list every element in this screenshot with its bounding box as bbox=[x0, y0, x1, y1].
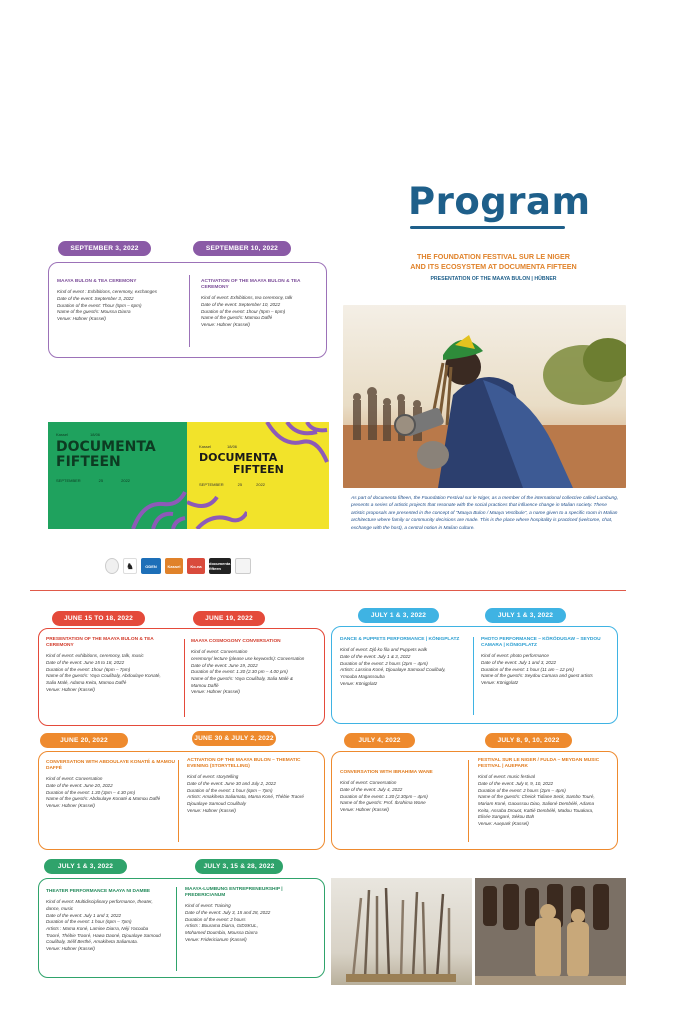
event-title: PRESENTATION OF THE MAAYA BULON & TEA CEREMONY bbox=[46, 637, 154, 649]
event-line: Kind of event : Exhibitions, ceremony, exchanges bbox=[57, 289, 158, 295]
event-line: Date of the event: July 1 and 3, 2022 bbox=[46, 912, 122, 918]
installation-photo-poles bbox=[331, 878, 472, 985]
event-line: Duration of the event: 1.30 (2.30pm – 4pm) bbox=[340, 793, 428, 799]
date-pill-july-4: JULY 4, 2022 bbox=[344, 733, 415, 748]
eagle-logo-icon: ♞ bbox=[123, 558, 137, 574]
event-maaya-bulon-tea-ceremony bbox=[57, 279, 185, 323]
event-line: Mohamed Doumbia, Moussa Diarra bbox=[185, 930, 258, 936]
banner-left-title: DOCUMENTA FIFTEEN bbox=[56, 439, 156, 470]
banner-yellow-panel bbox=[187, 422, 329, 529]
event-line: Venue: Königplatz bbox=[481, 680, 519, 686]
box-divider bbox=[189, 275, 190, 347]
event-title: CONVERSATION WITH ABDOULAYE KONATÉ & MAMOU DAFFÉ bbox=[46, 760, 175, 772]
event-activation-tea-ceremony bbox=[201, 279, 323, 329]
event-line: Name of the guest/s: Moussa Diarra bbox=[57, 309, 131, 315]
box-divider bbox=[468, 760, 469, 842]
event-title: CONVERSATION WITH IBRAHIMA WANE bbox=[340, 770, 433, 775]
banner-small-text: SEPTEMBER bbox=[199, 482, 224, 487]
banner-green-panel bbox=[48, 422, 187, 529]
date-pill-june-19: JUNE 19, 2022 bbox=[193, 611, 265, 626]
event-line: Kind of event: storytelling bbox=[187, 774, 239, 780]
event-title: THEATER PERFORMANCE MAAYA NI DAMBE bbox=[46, 889, 151, 894]
banner-right-title-line: DOCUMENTA bbox=[199, 451, 278, 464]
banner-small-text: 25 bbox=[98, 478, 104, 483]
event-line: Duration of the event: 1hour (5pm – 6pm) bbox=[201, 308, 286, 314]
event-box-july-4 bbox=[331, 751, 618, 850]
subtitle-line-1: THE FOUNDATION FESTIVAL SUR LE NIGER bbox=[417, 252, 570, 261]
event-line: Traoré, Thébie Traoré, Hawa Daoné, Djoualaye Samoud bbox=[46, 932, 161, 938]
box-divider bbox=[184, 639, 185, 717]
event-line: Artists: Amakiheta Saliamata, Mama Koné, Thébie Traoré bbox=[187, 794, 304, 800]
event-box-june bbox=[38, 628, 325, 726]
event-line: Date of the event: July 1 and 3, 2022 bbox=[481, 660, 557, 666]
event-line: Name of the guest/s: Yaya Coulibaly, Salia Malé & bbox=[191, 675, 293, 681]
event-line: Kind of event: Conversation bbox=[191, 649, 248, 655]
subtitle-line-2: AND ITS ECOSYSTEM AT DOCUMENTA FIFTEEN bbox=[410, 261, 577, 271]
event-festival-fulda bbox=[478, 758, 614, 828]
event-line: Coulibaly, Sélif Berthé, Amakiheta Saliamata. bbox=[46, 939, 138, 945]
date-pill-june-30-july-2: JUNE 30 & JULY 2, 2022 bbox=[192, 731, 276, 746]
event-line: Duration of the event: 2 hours (2pm – 4pm) bbox=[340, 660, 428, 666]
performer-photo-illustration bbox=[343, 305, 626, 488]
exhibition-photo-masks bbox=[475, 878, 626, 985]
banner-purple-hand-icon bbox=[123, 482, 187, 529]
event-line: Duration of the event: 1 hour (11 am – 12 pm) bbox=[481, 666, 574, 672]
poles-illustration bbox=[331, 878, 472, 985]
date-pill-july-3-15-28: JULY 3, 15 & 28, 2022 bbox=[195, 859, 283, 874]
box-divider bbox=[473, 637, 474, 715]
date-pill-june-20: JUNE 20, 2022 bbox=[40, 733, 128, 748]
logo-small-icon bbox=[235, 558, 251, 574]
banner-right-title-line: FIFTEEN bbox=[233, 463, 284, 477]
event-title: MAAYA-LUMBUNG ENTREPRENEURSHIP | FREDERICIANUM bbox=[185, 887, 283, 899]
event-line: Date of the event: June 19, 2022 bbox=[191, 662, 258, 668]
documenta-banner bbox=[48, 422, 329, 529]
event-line: Kind of event: exhibitions, ceremony, talk, music bbox=[46, 653, 144, 659]
event-line: Date of the event: July 4, 2022 bbox=[340, 786, 403, 792]
event-conversation-wane bbox=[340, 770, 466, 814]
event-box-july-theater bbox=[38, 878, 325, 978]
event-line: Venue: Hübner (Kassel) bbox=[46, 686, 95, 692]
event-line: Duration of the event: 1.30 (2.30 pm – 4.00 pm) bbox=[191, 669, 288, 675]
event-line: Venue: Hübner (Kassel) bbox=[46, 945, 95, 951]
event-line: Name of the guest/s: Mamou Daffé bbox=[201, 315, 273, 321]
event-line: Venue: Königplatz bbox=[340, 680, 378, 686]
event-line: Duration of the event: 2 hours (2pm – 4pm) bbox=[478, 787, 566, 793]
banner-right-title bbox=[199, 452, 284, 476]
subtitle bbox=[386, 252, 601, 271]
event-line: Date of the event: July 3, 15 and 28, 2022 bbox=[185, 910, 271, 916]
title-underline bbox=[410, 226, 565, 229]
partner-logos bbox=[105, 556, 255, 576]
event-entrepreneurship bbox=[185, 887, 319, 943]
event-theater-maaya-ni-dambe bbox=[46, 889, 174, 952]
section-separator bbox=[30, 590, 626, 591]
banner-small-text: 2022 bbox=[256, 482, 266, 487]
event-line: Venue: Auepark (Kassel) bbox=[478, 821, 529, 827]
banner-small-text: SEPTEMBER bbox=[56, 478, 81, 483]
box-divider bbox=[176, 887, 177, 971]
event-line: Name of the guest/s: Seydou Camara and guest artists bbox=[481, 673, 593, 679]
banner-small-text: Kassel bbox=[56, 432, 69, 437]
event-line: Duration of the event: 1.30 (3pm – 4.30 pm) bbox=[46, 789, 136, 795]
event-line: Kind of event: Conversation bbox=[46, 776, 103, 782]
event-line: Venue: Hübner (Kassel) bbox=[340, 806, 389, 812]
event-line: Venue: Hübner (Kassel) bbox=[191, 689, 240, 695]
box-divider bbox=[178, 760, 179, 842]
event-line: Date of the event: September 10, 2022 bbox=[201, 302, 281, 308]
date-pill-june-15-18: JUNE 15 TO 18, 2022 bbox=[52, 611, 145, 626]
hero-photo bbox=[343, 305, 626, 488]
event-line: Date of the event: June 30 and July 2, 2022 bbox=[187, 781, 276, 787]
logo-documenta: documenta fifteen bbox=[209, 558, 231, 574]
event-line: Kind of event: Exhibitions, tea ceremony, talk bbox=[201, 295, 293, 301]
event-line: Venue: Hübner (Kassel) bbox=[57, 315, 106, 321]
date-pill-july-8-9-10: JULY 8, 9, 10, 2022 bbox=[485, 733, 572, 748]
event-line: Duration of the event: 1hour (6pm – 7pm) bbox=[46, 666, 131, 672]
event-line: Artists : Mama Koné, Lamine Diarra, Néji Yacouba bbox=[46, 925, 149, 931]
event-line: Duration of the event: 2 hours bbox=[185, 916, 246, 922]
banner-small-text: 25 bbox=[237, 482, 243, 487]
event-line: Kind of event: Multidisciplinary performance, theater, bbox=[46, 899, 153, 905]
logo-oden: ODEN bbox=[141, 558, 161, 574]
event-box-july-1-3 bbox=[331, 626, 618, 724]
event-line: Date of the event: September 3, 2022 bbox=[57, 295, 134, 301]
event-line: Elisée Sangaré, Sékou Bah bbox=[478, 814, 535, 820]
event-line: Venue: Hübner (Kassel) bbox=[46, 803, 95, 809]
event-line: Name of the guest/s: Cheick Tidiane Seck, Sambo Touré, bbox=[478, 794, 595, 800]
event-title: ACTIVATION OF THE MAAYA BULON – THEMATIC EVENING (STORYTELLING) bbox=[187, 758, 301, 770]
date-pill-september-3: SEPTEMBER 3, 2022 bbox=[58, 241, 151, 256]
event-line: Name of the guest/s: Abdoulaye Konaté & Mamou Daffé bbox=[46, 796, 161, 802]
banner-small-text: 2022 bbox=[121, 478, 131, 483]
banner-small-text: 18/06 bbox=[90, 432, 101, 437]
event-line: Salia Malé, Adama Keita, Mamou Daffé bbox=[46, 680, 127, 686]
event-line: Artists : Bourama Diarra, GIDSKUL, bbox=[185, 923, 259, 929]
event-line: Kind of event: Conversation bbox=[340, 780, 397, 786]
event-line: Date of the event: July 1 & 3, 2022 bbox=[340, 653, 411, 659]
page-title: Program bbox=[408, 180, 591, 223]
event-title: DANCE & PUPPETS PERFORMANCE | KÖNIGPLATZ bbox=[340, 637, 460, 642]
event-line: Keita, Assaba Drouot, Kattié Dembélé, Madou Touakara, bbox=[478, 807, 594, 813]
event-dance-puppets bbox=[340, 637, 470, 687]
event-box-june-20 bbox=[38, 751, 325, 850]
event-line: Kind of event: Djô ko fila and Puppets walk bbox=[340, 647, 428, 653]
event-line: Name of the guest/s: Prof. Ibrahima Wane bbox=[340, 800, 426, 806]
event-line: ceremony/ lecture (please use keywords): Conversation bbox=[191, 655, 305, 661]
event-storytelling-evening bbox=[187, 758, 321, 814]
event-line: Venue: Fridericianum (Kassel) bbox=[185, 936, 247, 942]
intro-caption: As part of documenta fifteen, the Foundation Festival sur le Niger, as a member of the international collective called Lumbung, presents a series of artistic projects that resonate with the social practices that influence change in Malian society. These artistic proposals are presented in the concept of "Maaya Bulon / Maaya Vestibule", a name given to a specific room in Malian architecture where family or community decisions are made. This is the place where hospitality is practiced (welcome, chat, exchange with the host), a central notion in Malian culture. bbox=[351, 496, 619, 531]
event-line: Date of the event: June 20, 2022 bbox=[46, 783, 113, 789]
banner-purple-hand-icon bbox=[187, 492, 247, 529]
event-line: Ymouba Magassouba bbox=[340, 673, 385, 679]
event-line: Djoualaye Samoud Coulibaly bbox=[187, 801, 246, 807]
event-title: MAAYA COSMOGONY CONVERSATION bbox=[191, 639, 281, 644]
subtitle-small: PRESENTATION OF THE MAAYA BULON | HÜBNER bbox=[430, 276, 557, 282]
date-pill-july-1-3-b: JULY 1 & 3, 2022 bbox=[485, 608, 566, 623]
event-maaya-cosmogony bbox=[191, 639, 321, 696]
banner-small-text: 18/06 bbox=[227, 444, 238, 449]
event-line: Date of the event: June 15 to 18, 2022 bbox=[46, 660, 125, 666]
event-line: Kind of event: music festival bbox=[478, 774, 535, 780]
emblem-logo-icon bbox=[105, 558, 119, 574]
masks-illustration bbox=[475, 878, 626, 985]
event-line: Duration of the event: 1 hour (6pm – 7pm) bbox=[187, 787, 273, 793]
event-title: PHOTO PERFORMANCE – KÖRÖDUGAW – SEYDOU CAMARA | KÖNIGPLATZ bbox=[481, 637, 601, 649]
event-line: Venue: Hübner (Kassel) bbox=[187, 807, 236, 813]
event-line: dance, music bbox=[46, 905, 74, 911]
event-title: ACTIVATION OF THE MAAYA BULON & TEA CEREMONY bbox=[201, 279, 301, 291]
logo-kona: Ko-na bbox=[187, 558, 205, 574]
event-box-september bbox=[48, 262, 327, 358]
event-line: Name of the guest/s: Yaya Coulibaly, Abdoulaye Konaté, bbox=[46, 673, 161, 679]
date-pill-july-1-3: JULY 1 & 3, 2022 bbox=[358, 608, 439, 623]
event-photo-performance bbox=[481, 637, 613, 687]
logo-kassel: Kassel bbox=[165, 558, 183, 574]
event-conversation-konate-daffe bbox=[46, 760, 176, 810]
event-line: Mariam Koné, Gaoussou Diao, Salioné Dembélé, Adama bbox=[478, 801, 595, 807]
event-line: Kind of event: photo performance bbox=[481, 653, 549, 659]
date-pill-july-1-3-theater: JULY 1 & 3, 2022 bbox=[44, 859, 127, 874]
event-line: Duration of the event: Thour (5pm – 6pm) bbox=[57, 302, 142, 308]
event-line: Date of the event: July 8, 9, 10, 2022 bbox=[478, 781, 554, 787]
banner-small-text: Kassel bbox=[199, 444, 212, 449]
event-title: FESTIVAL SUR LE NIGER / FULDA – MEYDAN MUSIC FESTIVAL | AUEPARK bbox=[478, 758, 600, 770]
event-line: Mamou Daffé bbox=[191, 682, 219, 688]
event-presentation-maaya-bulon bbox=[46, 637, 182, 693]
event-line: Kind of event: Training bbox=[185, 903, 231, 909]
date-pill-september-10: SEPTEMBER 10, 2022 bbox=[193, 241, 291, 256]
event-line: Venue: Hübner (Kassel) bbox=[201, 322, 250, 328]
event-title: MAAYA BULON & TEA CEREMONY bbox=[57, 279, 137, 284]
event-line: Artists: Lassina Koné, Djoualaye Samoud Coulibaly, bbox=[340, 667, 446, 673]
event-line: Duration of the event: 1 hour (6pm – 7pm) bbox=[46, 919, 132, 925]
